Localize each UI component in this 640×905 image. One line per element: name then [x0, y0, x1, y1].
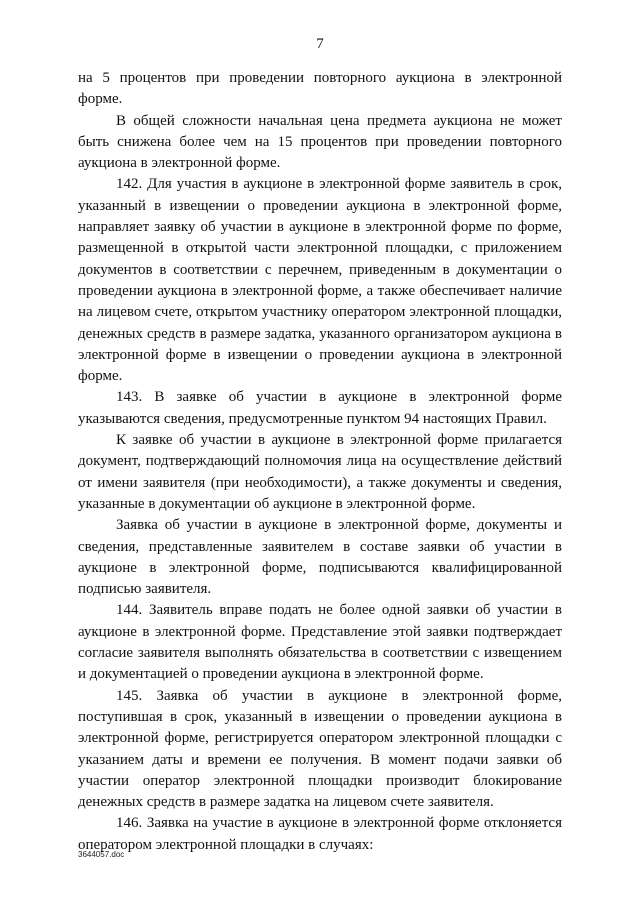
paragraph-item-146: 146. Заявка на участие в аукционе в электронной форме отклоняется оператором электронной площадки в случаях:: [78, 815, 562, 853]
paragraph: Заявка об участии в аукционе в электронной форме, документы и сведения, представленные заявителем в составе заявки об участии в аукционе в электронной форме, подписываются квалифицированной подписью заявителя.: [78, 517, 562, 598]
paragraph: К заявке об участии в аукционе в электронной форме прилагается документ, подтверждающий полномочия лица на осуществление действий от имени заявителя (при необходимости), а также документы и сведения, указанные в документации об аукционе в электронной форме.: [78, 432, 562, 512]
paragraph-item-142: 142. Для участия в аукционе в электронной форме заявитель в срок, указанный в извещении о проведении аукциона в электронной форме, направляет заявку об участии в аукционе в электронной форме по форме, размещенной в открытой части электронной площадки, с приложением документов в соответствии с перечнем, приведенным в документации о проведении аукциона в электронной форме, а также обеспечивает наличие на лицевом счете, открытом участнику оператором электронной площадки, денежных средств в размере задатка, указанного организатором аукциона в электронной форме в извещении о проведении аукциона в электронной форме.: [78, 176, 562, 385]
page-number: 7: [316, 36, 324, 52]
paragraph-item-144: 144. Заявитель вправе подать не более одной заявки об участии в аукционе в электронной форме. Представление этой заявки подтверждает согласие заявителя выполнять обязательства в соответствии с извещением и документацией о проведении аукциона в электронной форме.: [78, 602, 562, 683]
paragraph-item-145: 145. Заявка об участии в аукционе в электронной форме, поступившая в срок, указанный в извещении о проведении аукциона в электронной форме, регистрируется оператором электронной площадки с указанием даты и времени ее получения. В момент подачи заявки об участии оператор электронной площадки производит блокирование денежных средств в размере задатка на лицевом счете заявителя.: [78, 687, 562, 811]
document-file-code: 3644057.doc: [78, 850, 125, 859]
paragraph-item-143: 143. В заявке об участии в аукционе в электронной форме указываются сведения, предусмотренные пунктом 94 настоящих Правил.: [78, 389, 562, 427]
paragraph: В общей сложности начальная цена предмета аукциона не может быть снижена более чем на 15 процентов при проведении повторного аукциона в электронной форме.: [78, 112, 562, 172]
paragraph-continuation: на 5 процентов при проведении повторного аукциона в электронной форме.: [78, 70, 562, 108]
document-body: [78, 68, 562, 856]
